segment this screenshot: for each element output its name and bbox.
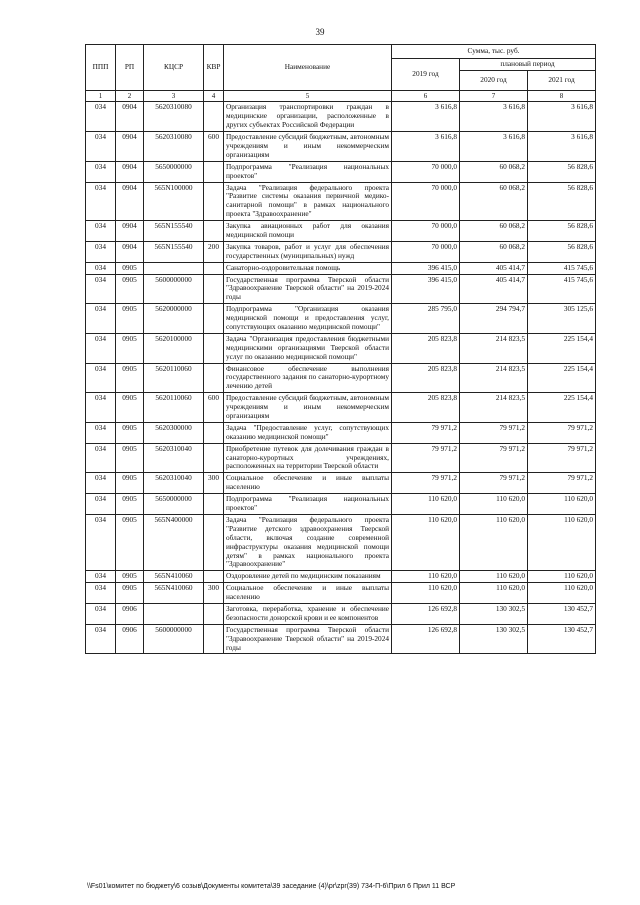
column-index: 4 [204,90,224,102]
rp-cell: 0906 [116,603,144,624]
amount-2021-cell: 110 620,0 [528,583,596,604]
column-index: 8 [528,90,596,102]
rp-cell: 0905 [116,473,144,494]
amount-2020-cell: 405 414,7 [460,274,528,304]
kcsr-cell: 5600000000 [144,274,204,304]
amount-2021-cell: 130 452,7 [528,603,596,624]
amount-2021-cell: 79 971,2 [528,443,596,473]
amount-2021-cell: 225 154,4 [528,333,596,363]
amount-2021-cell: 56 828,6 [528,161,596,182]
table-row [86,443,596,473]
rp-cell: 0905 [116,494,144,515]
kcsr-cell: 5600000000 [144,624,204,654]
table-row [86,624,596,654]
amount-2021-cell: 56 828,6 [528,241,596,262]
amount-2020-cell: 130 302,5 [460,603,528,624]
name-cell: Подпрограмма "Реализация национальных проектов" [224,161,392,182]
ppp-cell: 034 [86,241,116,262]
amount-2021-cell: 3 616,8 [528,132,596,162]
rp-cell: 0905 [116,333,144,363]
kvr-cell [204,333,224,363]
table-row [86,262,596,274]
ppp-cell: 034 [86,571,116,583]
table-header [86,45,596,102]
ppp-cell: 034 [86,132,116,162]
amount-2020-cell: 214 823,5 [460,393,528,423]
kcsr-cell: 5620110060 [144,393,204,423]
column-index: 1 [86,90,116,102]
name-cell: Приобретение путевок для долечивания граждан в санаторно-курортных учреждениях, расположенных на территории Тверской области [224,443,392,473]
rp-cell: 0905 [116,274,144,304]
amount-2020-cell: 79 971,2 [460,422,528,443]
amount-2019-cell: 396 415,0 [392,262,460,274]
kcsr-cell: 565N100000 [144,182,204,221]
amount-2021-cell: 3 616,8 [528,102,596,132]
column-index: 7 [460,90,528,102]
amount-2020-cell: 110 620,0 [460,494,528,515]
amount-2019-cell: 79 971,2 [392,443,460,473]
kcsr-cell: 5620310080 [144,132,204,162]
table-row [86,603,596,624]
table-row [86,571,596,583]
ppp-cell: 034 [86,473,116,494]
table-row [86,132,596,162]
rp-cell: 0904 [116,102,144,132]
kcsr-cell [144,262,204,274]
kvr-cell [204,182,224,221]
kcsr-cell: 5620310040 [144,473,204,494]
kvr-cell [204,304,224,334]
ppp-cell: 034 [86,603,116,624]
amount-2019-cell: 70 000,0 [392,161,460,182]
amount-2020-cell: 294 794,7 [460,304,528,334]
rp-cell: 0905 [116,422,144,443]
kcsr-cell: 565N155540 [144,221,204,242]
amount-2019-cell: 396 415,0 [392,274,460,304]
header-kcsr: КЦСР [144,45,204,91]
kvr-cell [204,624,224,654]
rp-cell: 0904 [116,182,144,221]
amount-2019-cell: 205 823,8 [392,393,460,423]
amount-2020-cell: 130 302,5 [460,624,528,654]
kvr-cell [204,494,224,515]
amount-2021-cell: 56 828,6 [528,182,596,221]
rp-cell: 0905 [116,443,144,473]
kcsr-cell: 5620310040 [144,443,204,473]
amount-2019-cell: 126 692,8 [392,603,460,624]
amount-2019-cell: 285 795,0 [392,304,460,334]
header-2021: 2021 год [528,70,596,90]
rp-cell: 0904 [116,241,144,262]
amount-2021-cell: 130 452,7 [528,624,596,654]
amount-2020-cell: 405 414,7 [460,262,528,274]
rp-cell: 0905 [116,363,144,393]
amount-2019-cell: 79 971,2 [392,473,460,494]
amount-2021-cell: 415 745,6 [528,274,596,304]
footer-file-path: \\Fs01\комитет по бюджету\6 созыв\Документы комитета\39 заседание (4)\pr\zpr(39) 734-П-6\Прил 6 Прил 11 ВСР [87,883,456,890]
ppp-cell: 034 [86,624,116,654]
kvr-cell: 300 [204,473,224,494]
rp-cell: 0905 [116,262,144,274]
header-rp: РП [116,45,144,91]
rp-cell: 0904 [116,161,144,182]
name-cell: Социальное обеспечение и иные выплаты населению [224,473,392,494]
rp-cell: 0904 [116,221,144,242]
rp-cell: 0905 [116,571,144,583]
kvr-cell [204,422,224,443]
table-body [86,102,596,654]
table-row [86,241,596,262]
amount-2020-cell: 3 616,8 [460,132,528,162]
amount-2019-cell: 79 971,2 [392,422,460,443]
amount-2021-cell: 305 125,6 [528,304,596,334]
name-cell: Заготовка, переработка, хранение и обеспечение безопасности донорской крови и ее компонентов [224,603,392,624]
amount-2020-cell: 60 068,2 [460,161,528,182]
ppp-cell: 034 [86,262,116,274]
ppp-cell: 034 [86,182,116,221]
rp-cell: 0904 [116,132,144,162]
amount-2019-cell: 110 620,0 [392,571,460,583]
amount-2020-cell: 214 823,5 [460,333,528,363]
ppp-cell: 034 [86,333,116,363]
kvr-cell [204,363,224,393]
table-row [86,221,596,242]
kcsr-cell: 565N410060 [144,583,204,604]
name-cell: Задача "Организация предоставления бюджетными медицинскими организациями Тверской области услуг по оказанию медицинской помощи" [224,333,392,363]
name-cell: Закупка авиационных работ для оказания медицинской помощи [224,221,392,242]
amount-2019-cell: 70 000,0 [392,221,460,242]
ppp-cell: 034 [86,583,116,604]
kvr-cell: 600 [204,393,224,423]
kcsr-cell: 5650000000 [144,494,204,515]
name-cell: Задача "Реализация федерального проекта "Развитие системы оказания первичной медико-санитарной помощи" в рамках национального проекта "Здравоохранение" [224,182,392,221]
ppp-cell: 034 [86,393,116,423]
kcsr-cell: 5650000000 [144,161,204,182]
kvr-cell [204,514,224,570]
kcsr-cell: 565N410060 [144,571,204,583]
name-cell: Оздоровление детей по медицинским показаниям [224,571,392,583]
header-kvr: КВР [204,45,224,91]
column-index-row [86,90,596,102]
ppp-cell: 034 [86,363,116,393]
ppp-cell: 034 [86,221,116,242]
name-cell: Государственная программа Тверской области "Здравоохранение Тверской области" на 2019-2024 годы [224,624,392,654]
name-cell: Предоставление субсидий бюджетным, автономным учреждениям и иным некоммерческим организациям [224,132,392,162]
amount-2021-cell: 225 154,4 [528,363,596,393]
header-name: Наименование [224,45,392,91]
kcsr-cell: 5620100000 [144,333,204,363]
table-row [86,102,596,132]
amount-2021-cell: 415 745,6 [528,262,596,274]
name-cell: Социальное обеспечение и иные выплаты населению [224,583,392,604]
table-row [86,514,596,570]
ppp-cell: 034 [86,304,116,334]
kcsr-cell: 5620000000 [144,304,204,334]
kcsr-cell: 5620110060 [144,363,204,393]
name-cell: Задача "Предоставление услуг, сопутствующих оказанию медицинской помощи" [224,422,392,443]
name-cell: Задача "Реализация федерального проекта "Развитие детского здравоохранения Тверской области, включая создание современной инфраструктуры оказания медицинской помощи детям" в рамках национального проекта "Здравоохранение" [224,514,392,570]
kvr-cell [204,274,224,304]
amount-2020-cell: 60 068,2 [460,241,528,262]
table-row [86,583,596,604]
page-number: 39 [315,27,325,37]
amount-2020-cell: 110 620,0 [460,514,528,570]
column-index: 3 [144,90,204,102]
table-row [86,422,596,443]
table-row [86,473,596,494]
header-ppp: ППП [86,45,116,91]
amount-2020-cell: 110 620,0 [460,571,528,583]
rp-cell: 0905 [116,304,144,334]
kcsr-cell [144,603,204,624]
amount-2019-cell: 3 616,8 [392,102,460,132]
column-index: 5 [224,90,392,102]
amount-2020-cell: 214 823,5 [460,363,528,393]
amount-2019-cell: 70 000,0 [392,241,460,262]
amount-2021-cell: 56 828,6 [528,221,596,242]
rp-cell: 0906 [116,624,144,654]
amount-2020-cell: 110 620,0 [460,583,528,604]
rp-cell: 0905 [116,514,144,570]
name-cell: Санаторно-оздоровительная помощь [224,262,392,274]
amount-2019-cell: 110 620,0 [392,583,460,604]
name-cell: Предоставление субсидий бюджетным, автономным учреждениям и иным некоммерческим организациям [224,393,392,423]
table-row [86,494,596,515]
header-planned-period: плановый период [460,59,596,71]
rp-cell: 0905 [116,583,144,604]
amount-2020-cell: 79 971,2 [460,443,528,473]
name-cell: Финансовое обеспечение выполнения государственного задания по санаторно-курортному лечению детей [224,363,392,393]
kvr-cell [204,262,224,274]
amount-2021-cell: 225 154,4 [528,393,596,423]
ppp-cell: 034 [86,274,116,304]
amount-2019-cell: 110 620,0 [392,514,460,570]
column-index: 6 [392,90,460,102]
name-cell: Подпрограмма "Реализация национальных проектов" [224,494,392,515]
amount-2020-cell: 60 068,2 [460,221,528,242]
ppp-cell: 034 [86,514,116,570]
kvr-cell [204,102,224,132]
amount-2020-cell: 3 616,8 [460,102,528,132]
table-row [86,274,596,304]
column-index: 2 [116,90,144,102]
table-row [86,304,596,334]
amount-2020-cell: 79 971,2 [460,473,528,494]
kcsr-cell: 5620310080 [144,102,204,132]
kcsr-cell: 565N400000 [144,514,204,570]
amount-2019-cell: 205 823,8 [392,333,460,363]
table-row [86,363,596,393]
kvr-cell [204,571,224,583]
kvr-cell [204,443,224,473]
kvr-cell: 600 [204,132,224,162]
kvr-cell [204,603,224,624]
name-cell: Подпрограмма "Организация оказания медицинской помощи и предоставления услуг, сопутствующих оказанию медицинской помощи" [224,304,392,334]
kvr-cell [204,221,224,242]
name-cell: Государственная программа Тверской области "Здравоохранение Тверской области" на 2019-2024 годы [224,274,392,304]
header-2019: 2019 год [392,59,460,91]
amount-2019-cell: 3 616,8 [392,132,460,162]
amount-2021-cell: 79 971,2 [528,473,596,494]
table-row [86,333,596,363]
kvr-cell: 200 [204,241,224,262]
budget-table [85,44,596,654]
ppp-cell: 034 [86,494,116,515]
header-sum: Сумма, тыс. руб. [392,45,596,59]
table-row [86,393,596,423]
amount-2021-cell: 110 620,0 [528,514,596,570]
table-row [86,182,596,221]
table-row [86,161,596,182]
ppp-cell: 034 [86,161,116,182]
kvr-cell: 300 [204,583,224,604]
rp-cell: 0905 [116,393,144,423]
amount-2019-cell: 205 823,8 [392,363,460,393]
ppp-cell: 034 [86,443,116,473]
kvr-cell [204,161,224,182]
header-2020: 2020 год [460,70,528,90]
amount-2019-cell: 110 620,0 [392,494,460,515]
kcsr-cell: 565N155540 [144,241,204,262]
ppp-cell: 034 [86,102,116,132]
name-cell: Организация транспортировки граждан в медицинские организации, расположенные в других субъектах Российской Федерации [224,102,392,132]
amount-2021-cell: 79 971,2 [528,422,596,443]
ppp-cell: 034 [86,422,116,443]
amount-2021-cell: 110 620,0 [528,494,596,515]
kcsr-cell: 5620300000 [144,422,204,443]
amount-2019-cell: 126 692,8 [392,624,460,654]
amount-2020-cell: 60 068,2 [460,182,528,221]
name-cell: Закупка товаров, работ и услуг для обеспечения государственных (муниципальных) нужд [224,241,392,262]
amount-2021-cell: 110 620,0 [528,571,596,583]
amount-2019-cell: 70 000,0 [392,182,460,221]
